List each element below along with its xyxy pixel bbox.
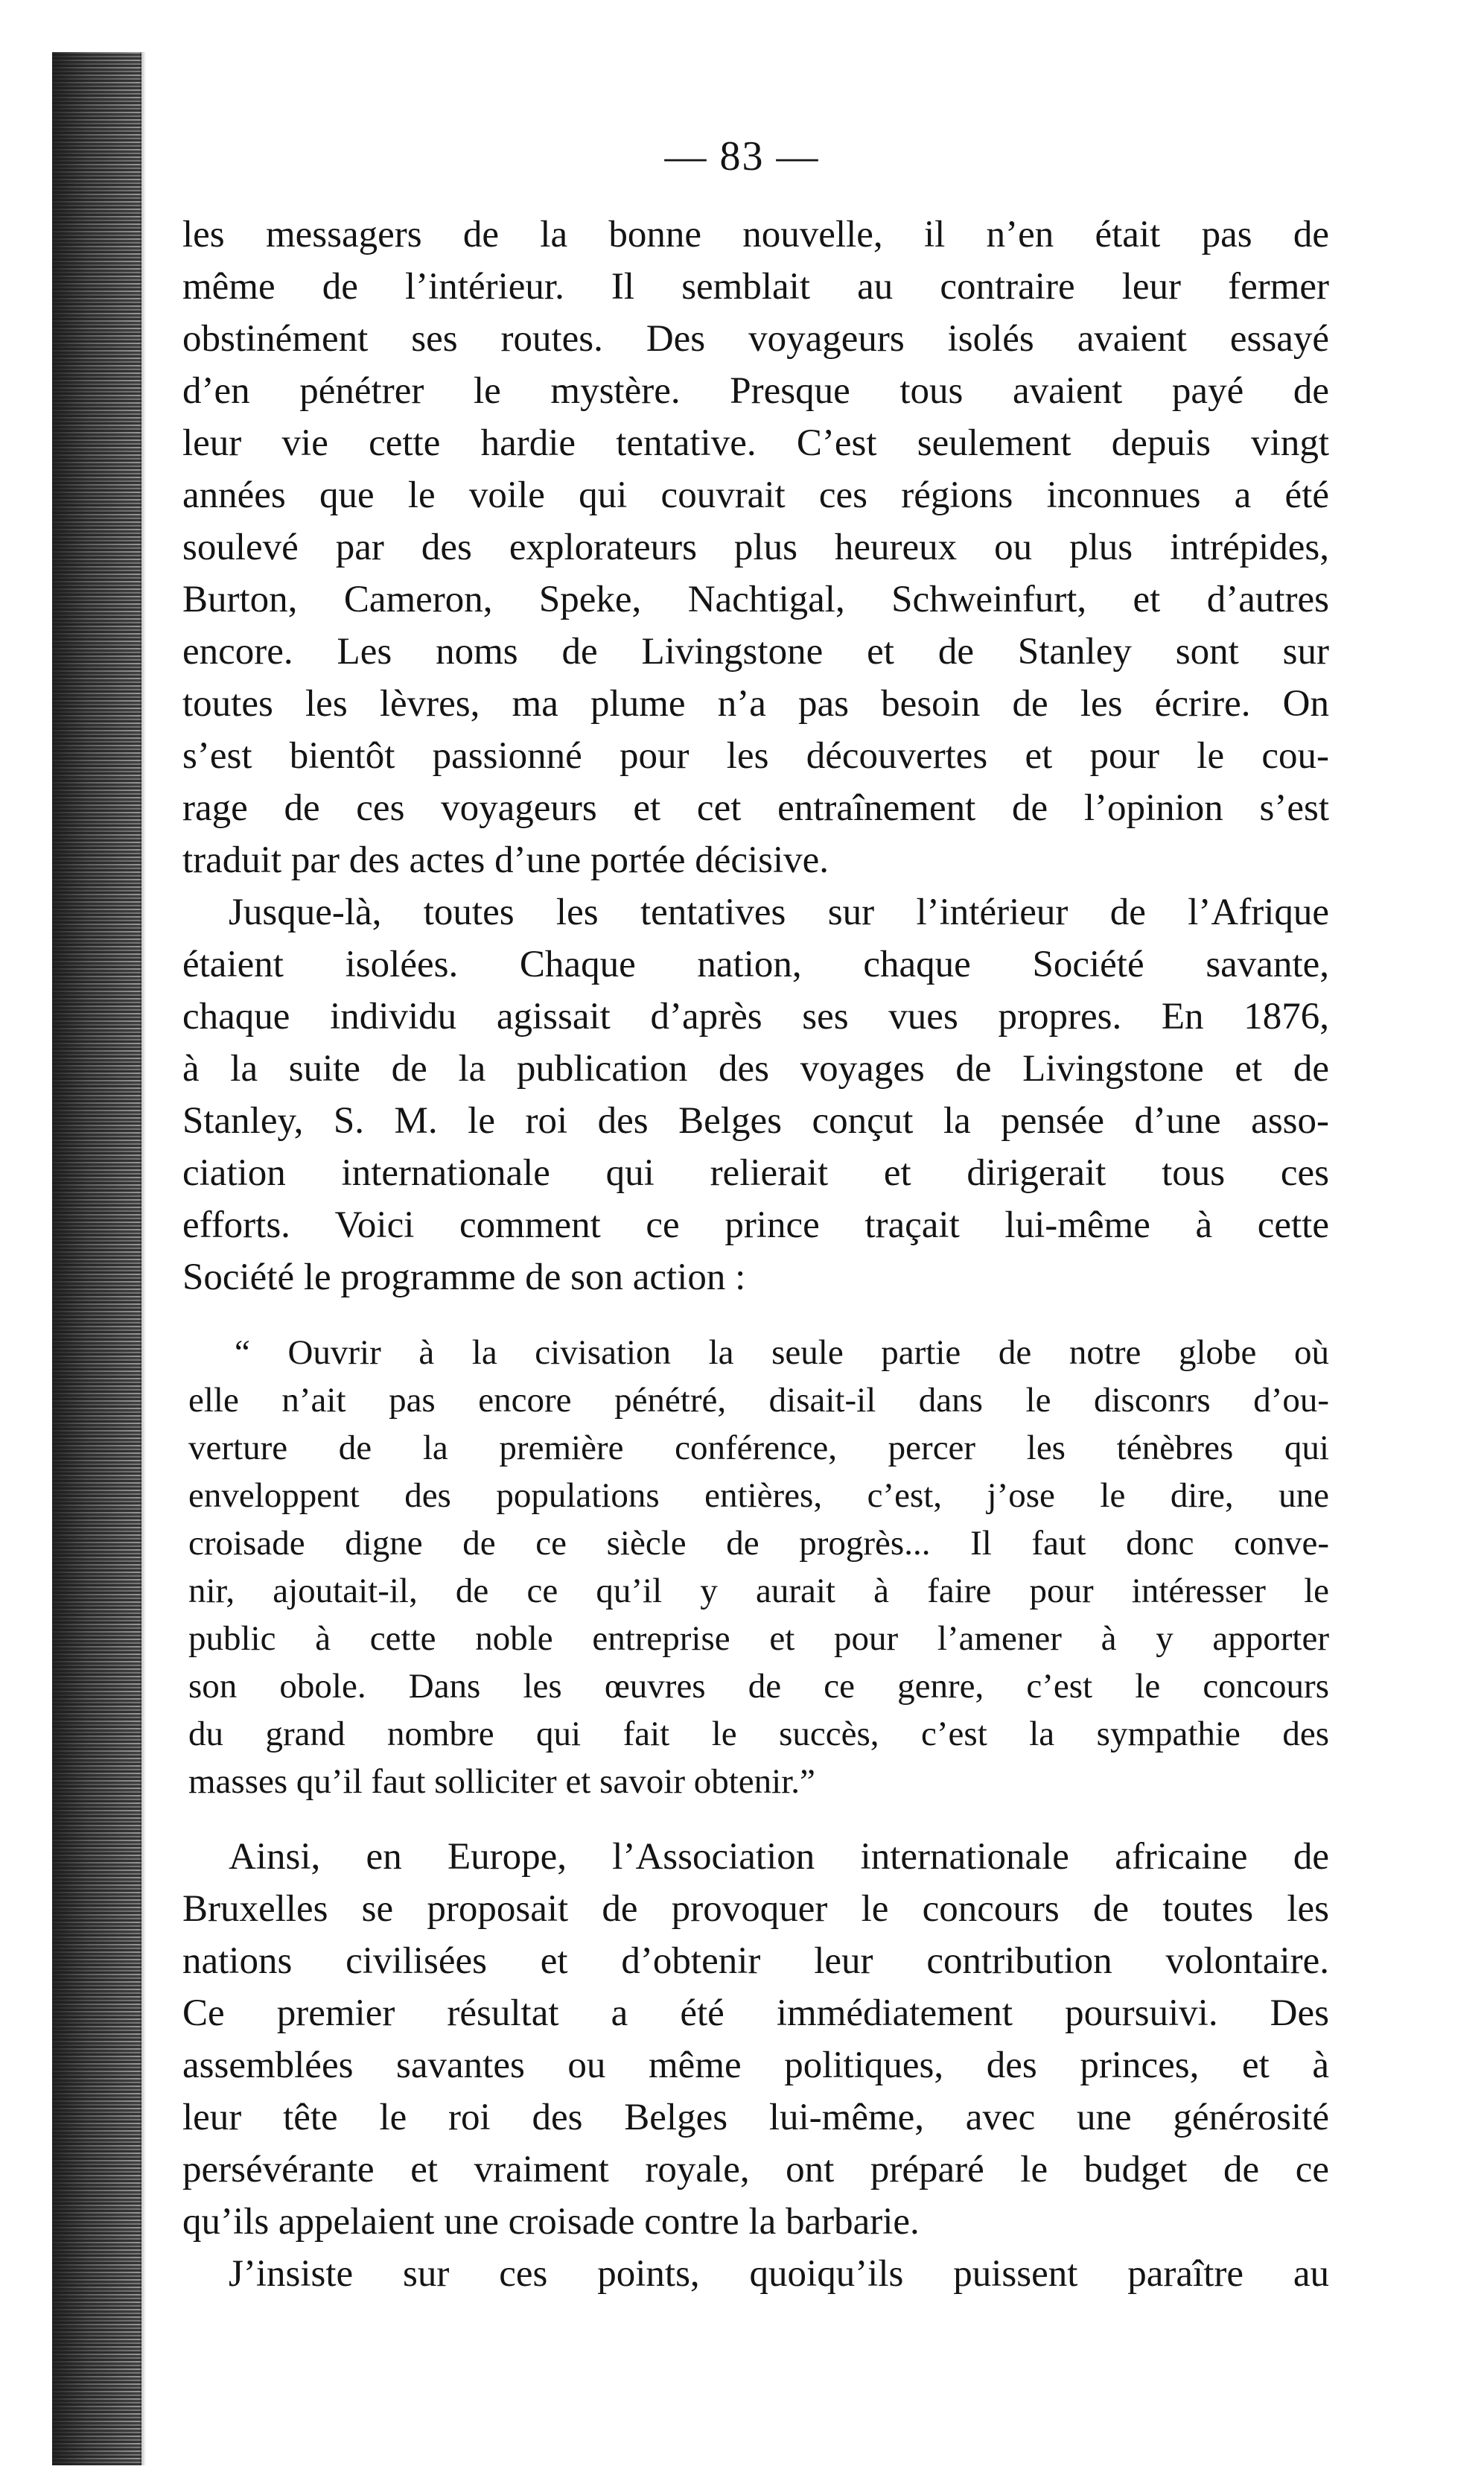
text-line: assemblées savantes ou même politiques, des princes, et à [182, 2045, 1329, 2086]
quote-line: du grand nombre qui fait le succès, c’est la sympathie des [188, 1715, 1329, 1753]
text-line: leur tête le roi des Belges lui-même, avec une générosité [182, 2097, 1329, 2138]
page-number: — 83 — [664, 133, 820, 179]
paragraph-3 [182, 1831, 1329, 2248]
quote-line: masses qu’il faut solliciter et savoir obtenir.” [188, 1762, 815, 1801]
text-line: Société le programme de son action : [182, 1256, 746, 1298]
paragraph-4 [182, 2248, 1329, 2300]
quote-line: son obole. Dans les œuvres de ce genre, c’est le concours [188, 1667, 1329, 1706]
text-line: Bruxelles se proposait de provoquer le concours de toutes les [182, 1888, 1329, 1930]
text-line: obstinément ses routes. Des voyageurs isolés avaient essayé [182, 318, 1329, 360]
text-line: Stanley, S. M. le roi des Belges conçut la pensée d’une asso- [182, 1100, 1329, 1142]
text-line: J’insiste sur ces points, quoiqu’ils puissent paraître au [229, 2253, 1329, 2295]
quote-line: verture de la première conférence, percer les ténèbres qui [188, 1429, 1329, 1467]
text-line: leur vie cette hardie tentative. C’est seulement depuis vingt [182, 422, 1329, 464]
paragraph-2 [182, 886, 1329, 1303]
quote-line: elle n’ait pas encore pénétré, disait-il dans le disconrs d’ou- [188, 1381, 1329, 1420]
binding-edge-scan-artifact [52, 52, 141, 2465]
text-line: Jusque-là, toutes les tentatives sur l’intérieur de l’Afrique [229, 892, 1329, 933]
text-line: ciation internationale qui relierait et dirigerait tous ces [182, 1152, 1329, 1194]
quote-line: public à cette noble entreprise et pour l’amener à y apporter [188, 1619, 1329, 1658]
body-text [182, 209, 1329, 2300]
block-quotation [182, 1329, 1329, 1805]
quote-line: “ Ouvrir à la civisation la seule partie de notre globe où [235, 1333, 1329, 1372]
text-line: soulevé par des explorateurs plus heureux ou plus intrépides, [182, 527, 1329, 568]
quote-line: croisade digne de ce siècle de progrès... Il faut donc conve- [188, 1524, 1329, 1563]
text-line: étaient isolées. Chaque nation, chaque Société savante, [182, 944, 1329, 985]
text-line: même de l’intérieur. Il semblait au contraire leur fermer [182, 266, 1329, 308]
text-line: à la suite de la publication des voyages de Livingstone et de [182, 1048, 1329, 1090]
text-line: s’est bientôt passionné pour les découvertes et pour le cou- [182, 735, 1329, 777]
text-line: Burton, Cameron, Speke, Nachtigal, Schweinfurt, et d’autres [182, 579, 1329, 620]
paragraph-1 [182, 209, 1329, 886]
text-line: années que le voile qui couvrait ces régions inconnues a été [182, 474, 1329, 516]
text-line: d’en pénétrer le mystère. Presque tous avaient payé de [182, 370, 1329, 412]
text-line: nations civilisées et d’obtenir leur contribution volontaire. [182, 1940, 1329, 1982]
text-line: toutes les lèvres, ma plume n’a pas besoin de les écrire. On [182, 683, 1329, 725]
text-line: traduit par des actes d’une portée décisive. [182, 839, 829, 881]
text-line: rage de ces voyageurs et cet entraînement de l’opinion s’est [182, 787, 1329, 829]
quote-line: nir, ajoutait-il, de ce qu’il y aurait à faire pour intéresser le [188, 1572, 1329, 1610]
text-line: qu’ils appelaient une croisade contre la barbarie. [182, 2201, 920, 2243]
text-line: les messagers de la bonne nouvelle, il n’en était pas de [182, 214, 1329, 255]
text-line: encore. Les noms de Livingstone et de Stanley sont sur [182, 631, 1329, 673]
quote-line: enveloppent des populations entières, c’est, j’ose le dire, une [188, 1476, 1329, 1515]
text-line: Ainsi, en Europe, l’Association internationale africaine de [229, 1836, 1329, 1878]
text-line: persévérante et vraiment royale, ont préparé le budget de ce [182, 2149, 1329, 2190]
text-line: Ce premier résultat a été immédiatement poursuivi. Des [182, 1992, 1329, 2034]
text-line: efforts. Voici comment ce prince traçait lui-même à cette [182, 1204, 1329, 1246]
text-line: chaque individu agissait d’après ses vues propres. En 1876, [182, 996, 1329, 1038]
